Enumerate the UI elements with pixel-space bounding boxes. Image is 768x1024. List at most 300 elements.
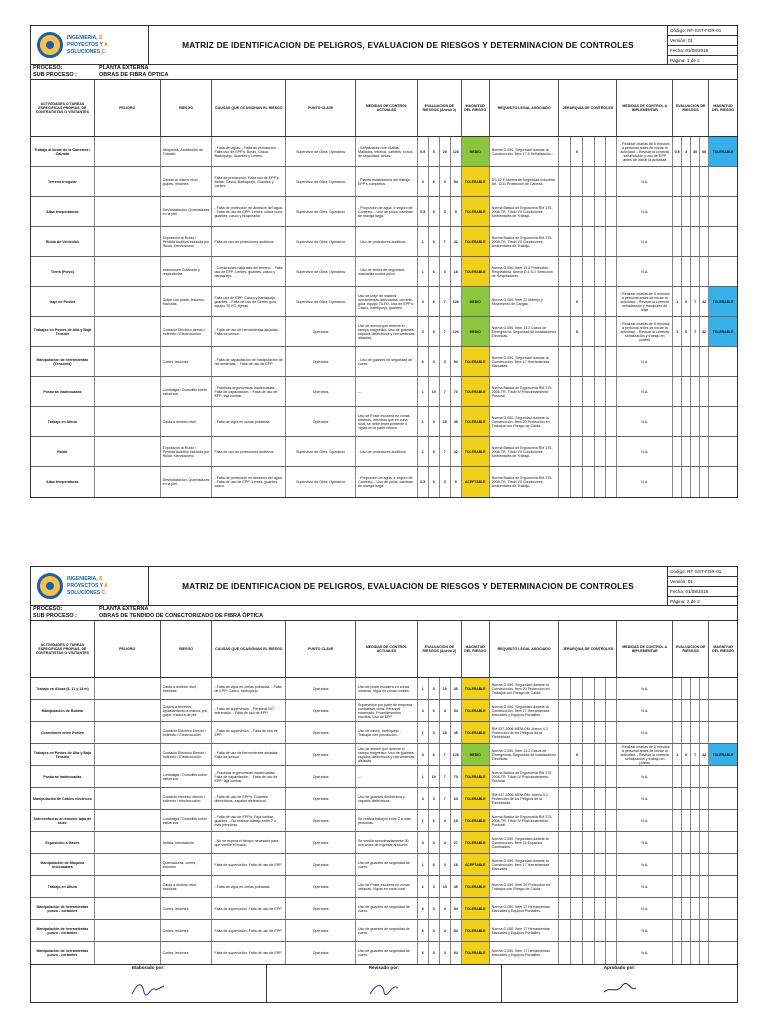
eval2-value-cell [700,920,709,941]
medidas-cell: Se ventila aproximadamente 20 min antes de ingresar al buzón. [356,832,418,853]
version-field: Versión: 01 [668,36,737,46]
activity-cell: Posturas Inadecuadas [31,377,95,406]
eval-value-cell: 45 [451,876,462,897]
eval-value-cell: 3 [440,898,451,919]
jerarquia-cell [583,722,595,743]
eval-value-cell: 3 [418,744,429,765]
jerarquia-cell [583,678,595,699]
table-row [31,898,737,920]
eval2-value-cell [682,700,691,721]
eval-value-cell: 9 [451,467,462,497]
causas-cell: Falta de precaución. Falta uso de EPP's: Botas, Casco, Barbiquejo, Guantes y Lentes. [212,167,286,196]
magnitude-2-cell [709,898,737,919]
magnitude-cell: TOLERABLE [462,810,490,831]
eval-value-cell: 6 [429,167,440,196]
jerarquia-cell [606,700,617,721]
jerarquia-cell [559,317,571,346]
punto-clave-cell: Supervisor de Obra, Operarios [286,197,356,226]
medidas-implementar-cell: N.A. [617,678,673,699]
magnitude-2-cell [709,700,737,721]
table-row [31,722,737,744]
eval-value-cell: 45 [451,407,462,436]
eval-value-cell: 3 [440,467,451,497]
causas-cell: - Falta de uso de herramientas aisladas. - Falta de sensor. [212,317,286,346]
riesgo-cell: Lumbalgia / Dorsolitis sobre esfuerzos [161,810,213,831]
col-magnitud-2: MAGNITUD DEL RIESGO [711,104,735,112]
punto-clave-cell: Supervisor de Obra, Operarios [286,257,356,286]
jerarquia-cell [583,920,595,941]
jerarquia-cell [606,197,617,226]
eval-value-cell: 0.5 [418,467,429,497]
eval2-value-cell [682,788,691,809]
eval2-value-cell [700,197,709,226]
eval-value-cell: 6 [429,700,440,721]
jerarquia-cell [595,920,606,941]
medidas-implementar-cell: N.A. [617,788,673,809]
eval-value-cell: 1 [418,876,429,897]
medidas-cell: Uso de sensor que detecte el campo magnético. Uso de guantes, zapatos dieléctricos y herramientas aisladas. [356,744,418,765]
jerarquia-cell [571,810,583,831]
punto-clave-cell: Operarios [286,810,356,831]
riesgo-cell: Caída a distinto nivel, fracturas [161,678,213,699]
eval-value-cell: 126 [451,317,462,346]
jerarquia-cell [595,700,606,721]
eval2-value-cell [691,167,700,196]
medidas-cell: - Uso de protectores auditivos. [356,437,418,466]
jerarquia-cell [571,876,583,897]
table-row [31,167,737,197]
peligro-cell [95,197,161,226]
document-title: MATRIZ DE IDENTIFICACION DE PELIGROS, EVALUACION DE RIESGOS Y DETERMINACION DE CONTROLES [182,40,634,50]
jerarquia-cell [595,317,606,346]
signature-revisado [267,965,503,1002]
jerarquia-cell [606,920,617,941]
eval2-value-cell [691,407,700,436]
logo-line3: SOLUCIONES [67,48,101,55]
eval-value-cell: 3 [429,722,440,743]
eval-value-cell: 6 [429,854,440,875]
jerarquia-cell [595,257,606,286]
eval2-value-cell [673,437,682,466]
jerarquia-cell [571,167,583,196]
requisito-cell: RM 037-2006-MEM-DM. Anexo 4.2 Protección de los Peligros de la Electricidad. [490,788,560,809]
col-actividades: ACTIVIDADES O TAREAS ESPECIFICAS PROPIAS, DE CONTRATISTAS O VISITANTES [31,80,95,136]
eval-value-cell: 7 [440,377,451,406]
jerarquia-cell [571,942,583,964]
eval2-value-cell [700,227,709,256]
jerarquia-cell [583,287,595,316]
col-riesgo: RIESGO [161,80,213,136]
jerarquia-cell [571,437,583,466]
medidas-cell: Uso de guantes de seguridad de cuero. [356,898,418,919]
magnitude-2-cell [709,832,737,853]
riesgo-cell: Caída a distinto nivel, fracturas [161,876,213,897]
magnitude-2-cell: TOLERABLE [709,317,737,346]
eval2-value-cell [691,227,700,256]
eval2-value-cell: 42 [700,287,709,316]
causas-cell: - No se espera el tiempo necesario para que ventile el buzón. [212,832,286,853]
riesgo-cell: Asfixia, intoxicación [161,832,213,853]
eval2-value-cell [691,437,700,466]
jerarquia-cell [571,407,583,436]
eval-value-cell: 70 [451,377,462,406]
medidas-implementar-cell: - Realizar charlas de 5 minutos a personal antes de iniciar la actividad. - Revisar la correcta señalización y manipuleo de izaje [617,287,673,316]
eval2-value-cell [691,700,700,721]
medidas-implementar-cell: N.A. [617,377,673,406]
jerarquia-cell [559,854,571,875]
eval2-value-cell [700,876,709,897]
requisito-cell: Norma G.050. Seguridad durante la Construcción. Ítem 17 Herramientas Manuales. [490,347,560,376]
medidas-cell: Uso de guantes de seguridad de cuero. [356,942,418,964]
eval-value-cell: 10 [429,377,440,406]
matrix-sheet-1 [30,25,738,498]
table-row [31,377,737,407]
eval-value-cell: 7 [440,744,451,765]
magnitude-cell: TOLERABLE [462,197,490,226]
magnitude-cell: ACEPTABLE [462,854,490,875]
medidas-cell: Uso de Poste escalera en zonas urbanas. Vigías en zona rural. [356,876,418,897]
jerarquia-cell [606,766,617,787]
medidas-cell: Uso de Izaje de madera, herramientas adecuadas; cerrimin guía, equipo TILFO. Uso de EPP's: Casco, barbiquejo, guantes. [356,287,418,316]
activity-cell: Manipulación de Máquina fusionadora [31,854,95,875]
eval-value-cell: 6 [418,898,429,919]
causas-cell: Falta de uso de protectores auditivos. [212,227,286,256]
table-row [31,700,737,722]
jerarquia-cell [583,257,595,286]
requisito-cell: Norma G.050. Seguridad durante la Construcción. Ítem 17 Herramientas Manuales y Equipos Portátiles. [490,700,560,721]
eval-value-cell: 18 [451,257,462,286]
eval-value-cell: 7 [440,227,451,256]
sheet-header [30,25,738,65]
eval2-value-cell [682,898,691,919]
punto-clave-cell: Operarios [286,347,356,376]
jerarquia-cell [595,167,606,196]
eval-value-cell: 3 [429,347,440,376]
magnitude-2-cell [709,407,737,436]
eval2-value-cell [691,722,700,743]
medidas-cell: - Proporción de agua, ir seguro de Contexto. - Uso de polos, camisas de manga larga. [356,197,418,226]
requisito-cell: Norma Básica de Ergonomía RM 375-2008-TR. Título VII Condiciones Ambientales de Trabajo. [490,197,560,226]
eval2-value-cell [682,407,691,436]
eval2-value-cell [700,700,709,721]
jerarquia-cell [559,227,571,256]
eval-value-cell: 3 [440,197,451,226]
jerarquia-cell [606,898,617,919]
eval2-value-cell [673,347,682,376]
medidas-implementar-cell: - Realizar charlas de 5 minutos a personal antes de iniciar la actividad. - Revisar la correcta señalización y trabajo en postes [617,744,673,765]
peligro-cell [95,920,161,941]
eval2-value-cell [700,788,709,809]
col-medidas: MEDIDAS DE CONTROL ACTUALES [356,80,418,136]
magnitude-cell: ACEPTABLE [462,467,490,497]
activity-cell: Altas temperaturas [31,467,95,497]
jerarquia-cell [583,700,595,721]
punto-clave-cell: Supervisor de Obra, Operarios [286,227,356,256]
eval-value-cell: 126 [451,744,462,765]
jerarquia-cell [606,257,617,286]
riesgo-cell: Exposición al Ruido / Pérdida Auditiva Inducida por Ruido, Nerviosismo [161,437,213,466]
eval2-value-cell [673,377,682,406]
eval2-value-cell [700,722,709,743]
medidas-implementar-cell: N.A. [617,227,673,256]
eval-value-cell: 7 [440,287,451,316]
activity-cell: Posturas Inadecuadas [31,766,95,787]
col-evaluacion: EVALUACION DE RIESGOS (Anexo 2) [418,621,462,677]
medidas-cell: - Uso de protectores auditivos. [356,227,418,256]
jerarquia-cell [583,227,595,256]
page-field: Página: 2 de 2 [670,599,700,604]
eval2-value-cell [700,678,709,699]
peligro-cell [95,167,161,196]
eval2-value-cell [691,832,700,853]
magnitude-cell: MEDIO [462,317,490,346]
eval2-value-cell: 40 [691,137,700,166]
eval2-value-cell: 6 [682,317,691,346]
eval-value-cell: 27 [451,832,462,853]
eval-value-cell: 6 [429,227,440,256]
jerarquia-cell [571,898,583,919]
jerarquia-cell [559,766,571,787]
medidas-implementar-cell: N.A. [617,407,673,436]
requisito-cell: RM 037-2006-MEM-DM. Anexo 4.2 Protección de los Peligros de la Electricidad. [490,722,560,743]
jerarquia-cell: X [571,317,583,346]
jerarquia-cell [595,227,606,256]
medidas-implementar-cell: N.A. [617,942,673,964]
jerarquia-cell [606,317,617,346]
logo-line2: PROYECTOS Y [67,41,103,48]
jerarquia-cell [571,467,583,497]
magnitude-cell: TOLERABLE [462,700,490,721]
activity-cell: Trabajo al borde de la Carretera / Calzada [31,137,95,166]
eval-value-cell: 45 [451,678,462,699]
jerarquia-cell [559,137,571,166]
col-peligro: PELIGRO [95,621,161,677]
jerarquia-cell [559,920,571,941]
jerarquia-cell [559,167,571,196]
eval-value-cell: 15 [440,876,451,897]
jerarquia-cell [559,377,571,406]
eval2-value-cell [691,257,700,286]
medidas-implementar-cell: N.A. [617,810,673,831]
eval2-value-cell [700,810,709,831]
activity-cell: Manipulación de herramientas punzo - cortantes [31,942,95,964]
medidas-cell: --- [356,377,418,406]
col-medidas-implementar: MEDIDAS DE CONTROL A IMPLEMENTAR [617,80,673,136]
magnitude-2-cell: TOLERABLE [709,287,737,316]
eval-value-cell: 7 [440,317,451,346]
eval-value-cell: 7 [440,788,451,809]
eval-value-cell: 6 [429,317,440,346]
eval-value-cell: 54 [451,898,462,919]
riesgo-cell: Lumbalgia / Dorsolitis sobre esfuerzos [161,377,213,406]
eval2-value-cell [673,197,682,226]
magnitude-cell: TOLERABLE [462,407,490,436]
eval2-value-cell [673,942,682,964]
causas-cell: - Falta de supervisión. - Falta de uso de EPP. [212,722,286,743]
jerarquia-cell [595,876,606,897]
peligro-cell [95,898,161,919]
eval-value-cell: 6 [418,347,429,376]
punto-clave-cell: Supervisor de Obra, Operarios [286,467,356,497]
eval-value-cell: 6 [429,467,440,497]
eval2-value-cell [682,167,691,196]
col-requisito: REQUISITO LEGAL ASOCIADO [490,621,560,677]
medidas-cell: Uso de Poste escalera en zonas urbanas, mientras que en zona rural, se debe tener presente 4 vigías en la parte inferior. [356,407,418,436]
medidas-implementar-cell: N.A. [617,876,673,897]
table-header [30,620,738,678]
magnitude-cell: TOLERABLE [462,876,490,897]
activity-cell: Ruido de Vehículos [31,227,95,256]
document-title: MATRIZ DE IDENTIFICACION DE PELIGROS, EVALUACION DE RIESGOS Y DETERMINACION DE CONTROLES [182,581,634,591]
eval2-value-cell [673,700,682,721]
eval-value-cell: 1 [418,810,429,831]
col-evaluacion: EVALUACION DE RIESGOS (Anexo 2) [418,80,462,136]
eval-value-cell: 54 [451,920,462,941]
eval2-value-cell [682,678,691,699]
col-punto-clave: PUNTO CLAVE [286,621,356,677]
eval2-value-cell [673,766,682,787]
eval2-value-cell [691,197,700,226]
jerarquia-cell [583,766,595,787]
punto-clave-cell: Supervisor de Obra, Operarios [286,137,356,166]
jerarquia-cell [595,810,606,831]
magnitude-2-cell: TOLERABLE [709,744,737,765]
process-info [30,606,738,620]
jerarquia-cell [583,197,595,226]
jerarquia-cell [606,788,617,809]
logo-line2: PROYECTOS Y [67,582,103,589]
activity-cell: Trabajo en Altura [31,876,95,897]
jerarquia-cell [583,137,595,166]
eval2-value-cell [682,854,691,875]
table-row [31,678,737,700]
eval-value-cell: 3 [429,942,440,964]
causas-cell: - Falta de vigía en zonas pobladas. - Falta de EPP: Casco, barbiquejo. [212,678,286,699]
eval-value-cell: 0.5 [418,137,429,166]
magnitude-2-cell [709,377,737,406]
jerarquia-cell [583,744,595,765]
jerarquia-cell [571,678,583,699]
version-field: Versión: 01 [668,577,737,587]
eval-value-cell: 3 [429,876,440,897]
jerarquia-cell [559,832,571,853]
eval2-value-cell: 1 [673,287,682,316]
eval2-value-cell [673,167,682,196]
medidas-implementar-cell: N.A. [617,257,673,286]
jerarquia-cell [583,788,595,809]
medidas-implementar-cell: - Realizar charlas de 5 minutos a personal antes de iniciar la actividad. - Revisar la correcta señalización y uso de EPP antes de iniciar la actividad [617,137,673,166]
punto-clave-cell: Operarios [286,722,356,743]
table-row [31,810,737,832]
table-row [31,942,737,964]
jerarquia-cell [583,832,595,853]
eval2-value-cell [673,898,682,919]
jerarquia-cell [559,407,571,436]
riesgo-cell: Lumbalgia / Dorsolitis sobre esfuerzos [161,766,213,787]
eval2-value-cell [691,766,700,787]
eval2-value-cell [673,854,682,875]
requisito-cell: Norma Básica de Ergonomía RM 375-2008-TR. Título IV Posicionamiento Postural. [490,766,560,787]
magnitude-cell: TOLERABLE [462,678,490,699]
riesgo-cell: Cortes, lesiones [161,898,213,919]
process-label: PROCESO: [33,606,63,612]
eval-value-cell: 3 [440,700,451,721]
medidas-implementar-cell: N.A. [617,347,673,376]
eval2-value-cell [673,788,682,809]
eval-value-cell: 6 [429,287,440,316]
col-punto-clave: PUNTO CLAVE [286,80,356,136]
magnitude-cell: TOLERABLE [462,942,490,964]
magnitude-2-cell [709,347,737,376]
eval-value-cell: 1 [418,766,429,787]
eval2-value-cell [700,407,709,436]
eval2-value-cell [691,377,700,406]
signature-block [30,965,738,1003]
requisito-cell: Norma G.050. Seguridad durante la Construcción. Ítem 24 Espacios Confinados. [490,832,560,853]
eval-value-cell: 20 [440,137,451,166]
eval-value-cell: 18 [451,854,462,875]
date-field: Fecha: 01/08/2018 [668,587,737,597]
jerarquia-cell [583,876,595,897]
process-value: PLANTA EXTERNA [99,65,149,71]
jerarquia-cell [571,347,583,376]
eval-value-cell: 10 [429,766,440,787]
jerarquia-cell [595,678,606,699]
process-info [30,65,738,79]
punto-clave-cell: Operarios [286,942,356,964]
col-actividades: ACTIVIDADES O TAREAS ESPECIFICAS PROPIAS, DE CONTRATISTAS O VISITANTES [31,621,95,677]
risk-table-2 [30,678,738,965]
magnitude-cell: MEDIO [462,744,490,765]
table-row [31,197,737,227]
jerarquia-cell [595,898,606,919]
riesgo-cell: Cortes, lesiones [161,920,213,941]
jerarquia-cell [595,766,606,787]
eval-value-cell: 3 [418,287,429,316]
medidas-cell: Uso de poste escalera en zonas urbanas. Vigía en zonas rurales. [356,678,418,699]
medidas-cell: Uso de guantes dieléctricos y zapatos dieléctricos. [356,788,418,809]
magnitude-cell: TOLERABLE [462,766,490,787]
eval2-value-cell [682,876,691,897]
jerarquia-cell [595,788,606,809]
peligro-cell [95,766,161,787]
medidas-cell: Uso de casco, barbiquejo. - Trabajar con precaución. [356,722,418,743]
riesgo-cell: Atropellos, Accidentes de Tránsito [161,137,213,166]
magnitude-2-cell [709,467,737,497]
jerarquia-cell [595,942,606,964]
table-row [31,227,737,257]
magnitude-cell: TOLERABLE [462,722,490,743]
magnitude-cell: TOLERABLE [462,377,490,406]
requisito-cell: Norma G.050. Seguridad durante la Construcción. Ítem 17 Herramientas Manuales. [490,854,560,875]
table-row [31,788,737,810]
signature-mark [600,980,640,998]
logo-c3: C. [101,48,107,55]
table-row [31,347,737,377]
requisito-cell: Norma G.050. Ítem 13.2 Casos de Emergencia. Seguridad de Instalaciones Eléctricas. [490,744,560,765]
table-row [31,920,737,942]
punto-clave-cell: Operarios [286,744,356,765]
riesgo-cell: Quemaduras, cortes, lesiones [161,854,213,875]
magnitude-2-cell [709,437,737,466]
process-value: PLANTA EXTERNA [99,606,149,612]
jerarquia-cell [571,227,583,256]
col-medidas: MEDIDAS DE CONTROL ACTUALES [356,621,418,677]
eval-value-cell: 3 [440,854,451,875]
eval2-value-cell: 6 [682,287,691,316]
jerarquia-cell [583,854,595,875]
causas-cell: Falta de supervisión. Falta de uso de EPP. [212,854,286,875]
